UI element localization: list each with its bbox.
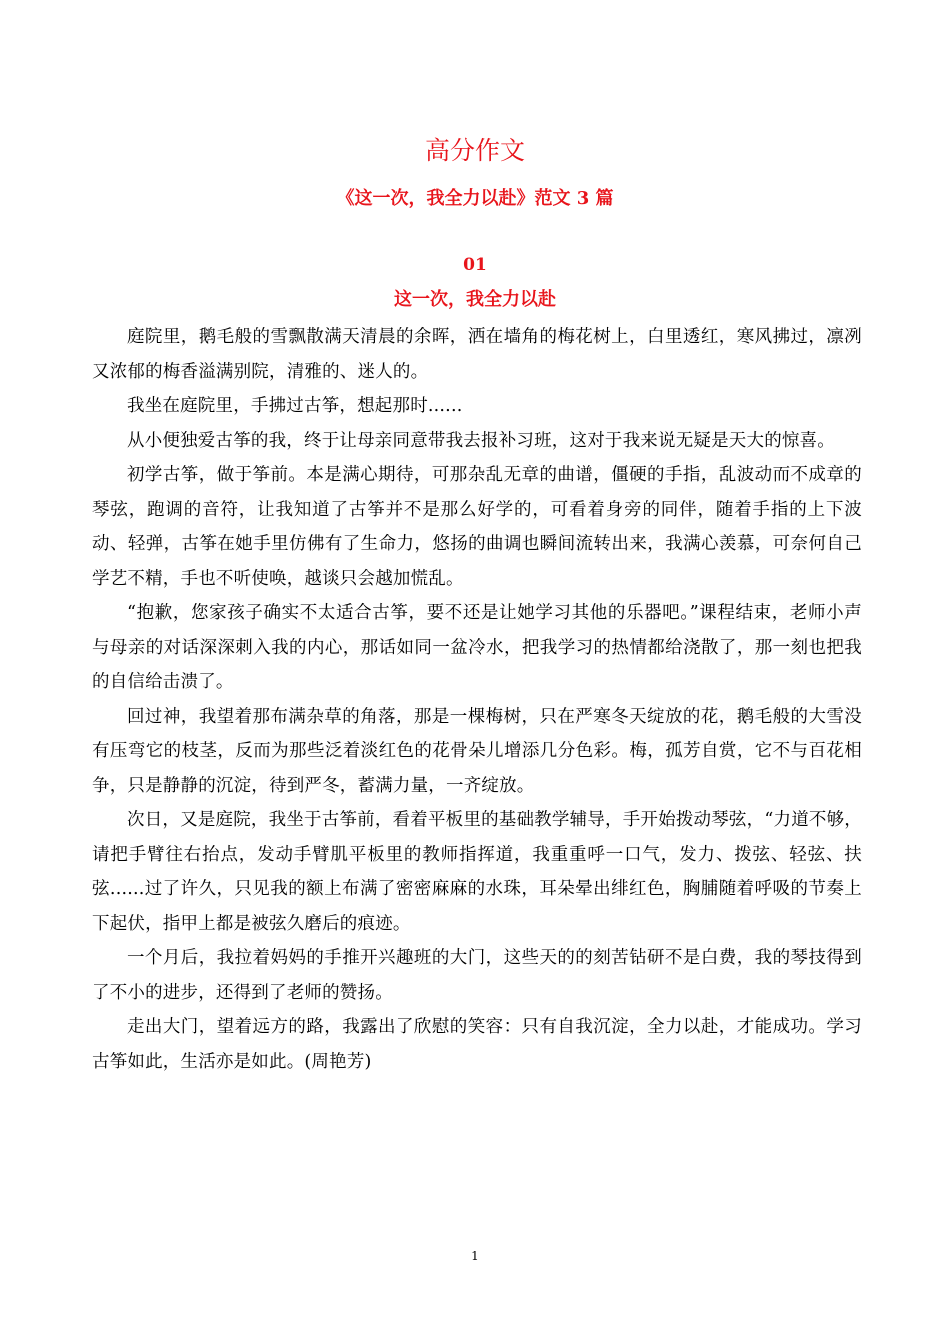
paragraph: 庭院里，鹅毛般的雪飘散满天清晨的余晖，洒在墙角的梅花树上，白里透红，寒风拂过，凛冽又浓郁的梅香溢满别院，清雅的、迷人的。 [92, 327, 862, 382]
paragraph: 初学古筝，做于筝前。本是满心期待，可那杂乱无章的曲谱，僵硬的手指，乱波动而不成章的琴弦，跑调的音符，让我知道了古筝并不是那么好学的，可看着身旁的同伴，随着手指的上下波动、轻弹，古筝在她手里仿佛有了生命力，悠扬的曲调也瞬间流转出来，我满心羡慕，可奈何自己学艺不精，手也不听使唤，越谈只会越加慌乱。 [92, 465, 862, 589]
paragraph: 回过神，我望着那布满杂草的角落，那是一棵梅树，只在严寒冬天绽放的花，鹅毛般的大雪没有压弯它的枝茎，反而为那些泛着淡红色的花骨朵儿增添几分色彩。梅，孤芳自赏，它不与百花相争，只是静静的沉淀，待到严冬，蓄满力量，一齐绽放。 [92, 706, 862, 796]
page-number: 1 [471, 1249, 479, 1263]
article-title: 这一次，我全力以赴 [394, 289, 556, 310]
article-body [92, 320, 862, 1079]
paragraph: 一个月后，我拉着妈妈的手推开兴趣班的大门，这些天的的刻苦钻研不是白费，我的琴技得到了不小的进步，还得到了老师的赞扬。 [92, 948, 862, 1003]
paragraph: “抱歉，您家孩子确实不太适合古筝，要不还是让她学习其他的乐器吧。”课程结束，老师小声与母亲的对话深深刺入我的内心，那话如同一盆冷水，把我学习的热情都给浇散了，那一刻也把我的自信给击溃了。 [92, 603, 862, 692]
paragraph: 从小便独爱古筝的我，终于让母亲同意带我去报补习班，这对于我来说无疑是天大的惊喜。 [127, 430, 835, 451]
paragraph: 走出大门，望着远方的路，我露出了欣慰的笑容：只有自我沉淀，全力以赴，才能成功。学习古筝如此，生活亦是如此。(周艳芳) [92, 1017, 862, 1072]
article-number: 01 [463, 255, 487, 275]
paragraph: 次日，又是庭院，我坐于古筝前，看着平板里的基础教学辅导，手开始拨动琴弦，“力道不够，请把手臂往右抬点，发动手臂肌平板里的教师指挥道，我重重呼一口气，发力、拨弦、轻弦、扶弦......过了许久，只见我的额上布满了密密麻麻的水珠，耳朵晕出绯红色，胸脯随着呼吸的节奏上下起伏，指甲上都是被弦久磨后的痕迹。 [92, 810, 862, 934]
paragraph: 我坐在庭院里，手拂过古筝，想起那时...... [127, 396, 463, 416]
collection-subtitle: 《这一次，我全力以赴》范文 3 篇 [336, 188, 614, 209]
main-title: 高分作文 [424, 136, 525, 165]
